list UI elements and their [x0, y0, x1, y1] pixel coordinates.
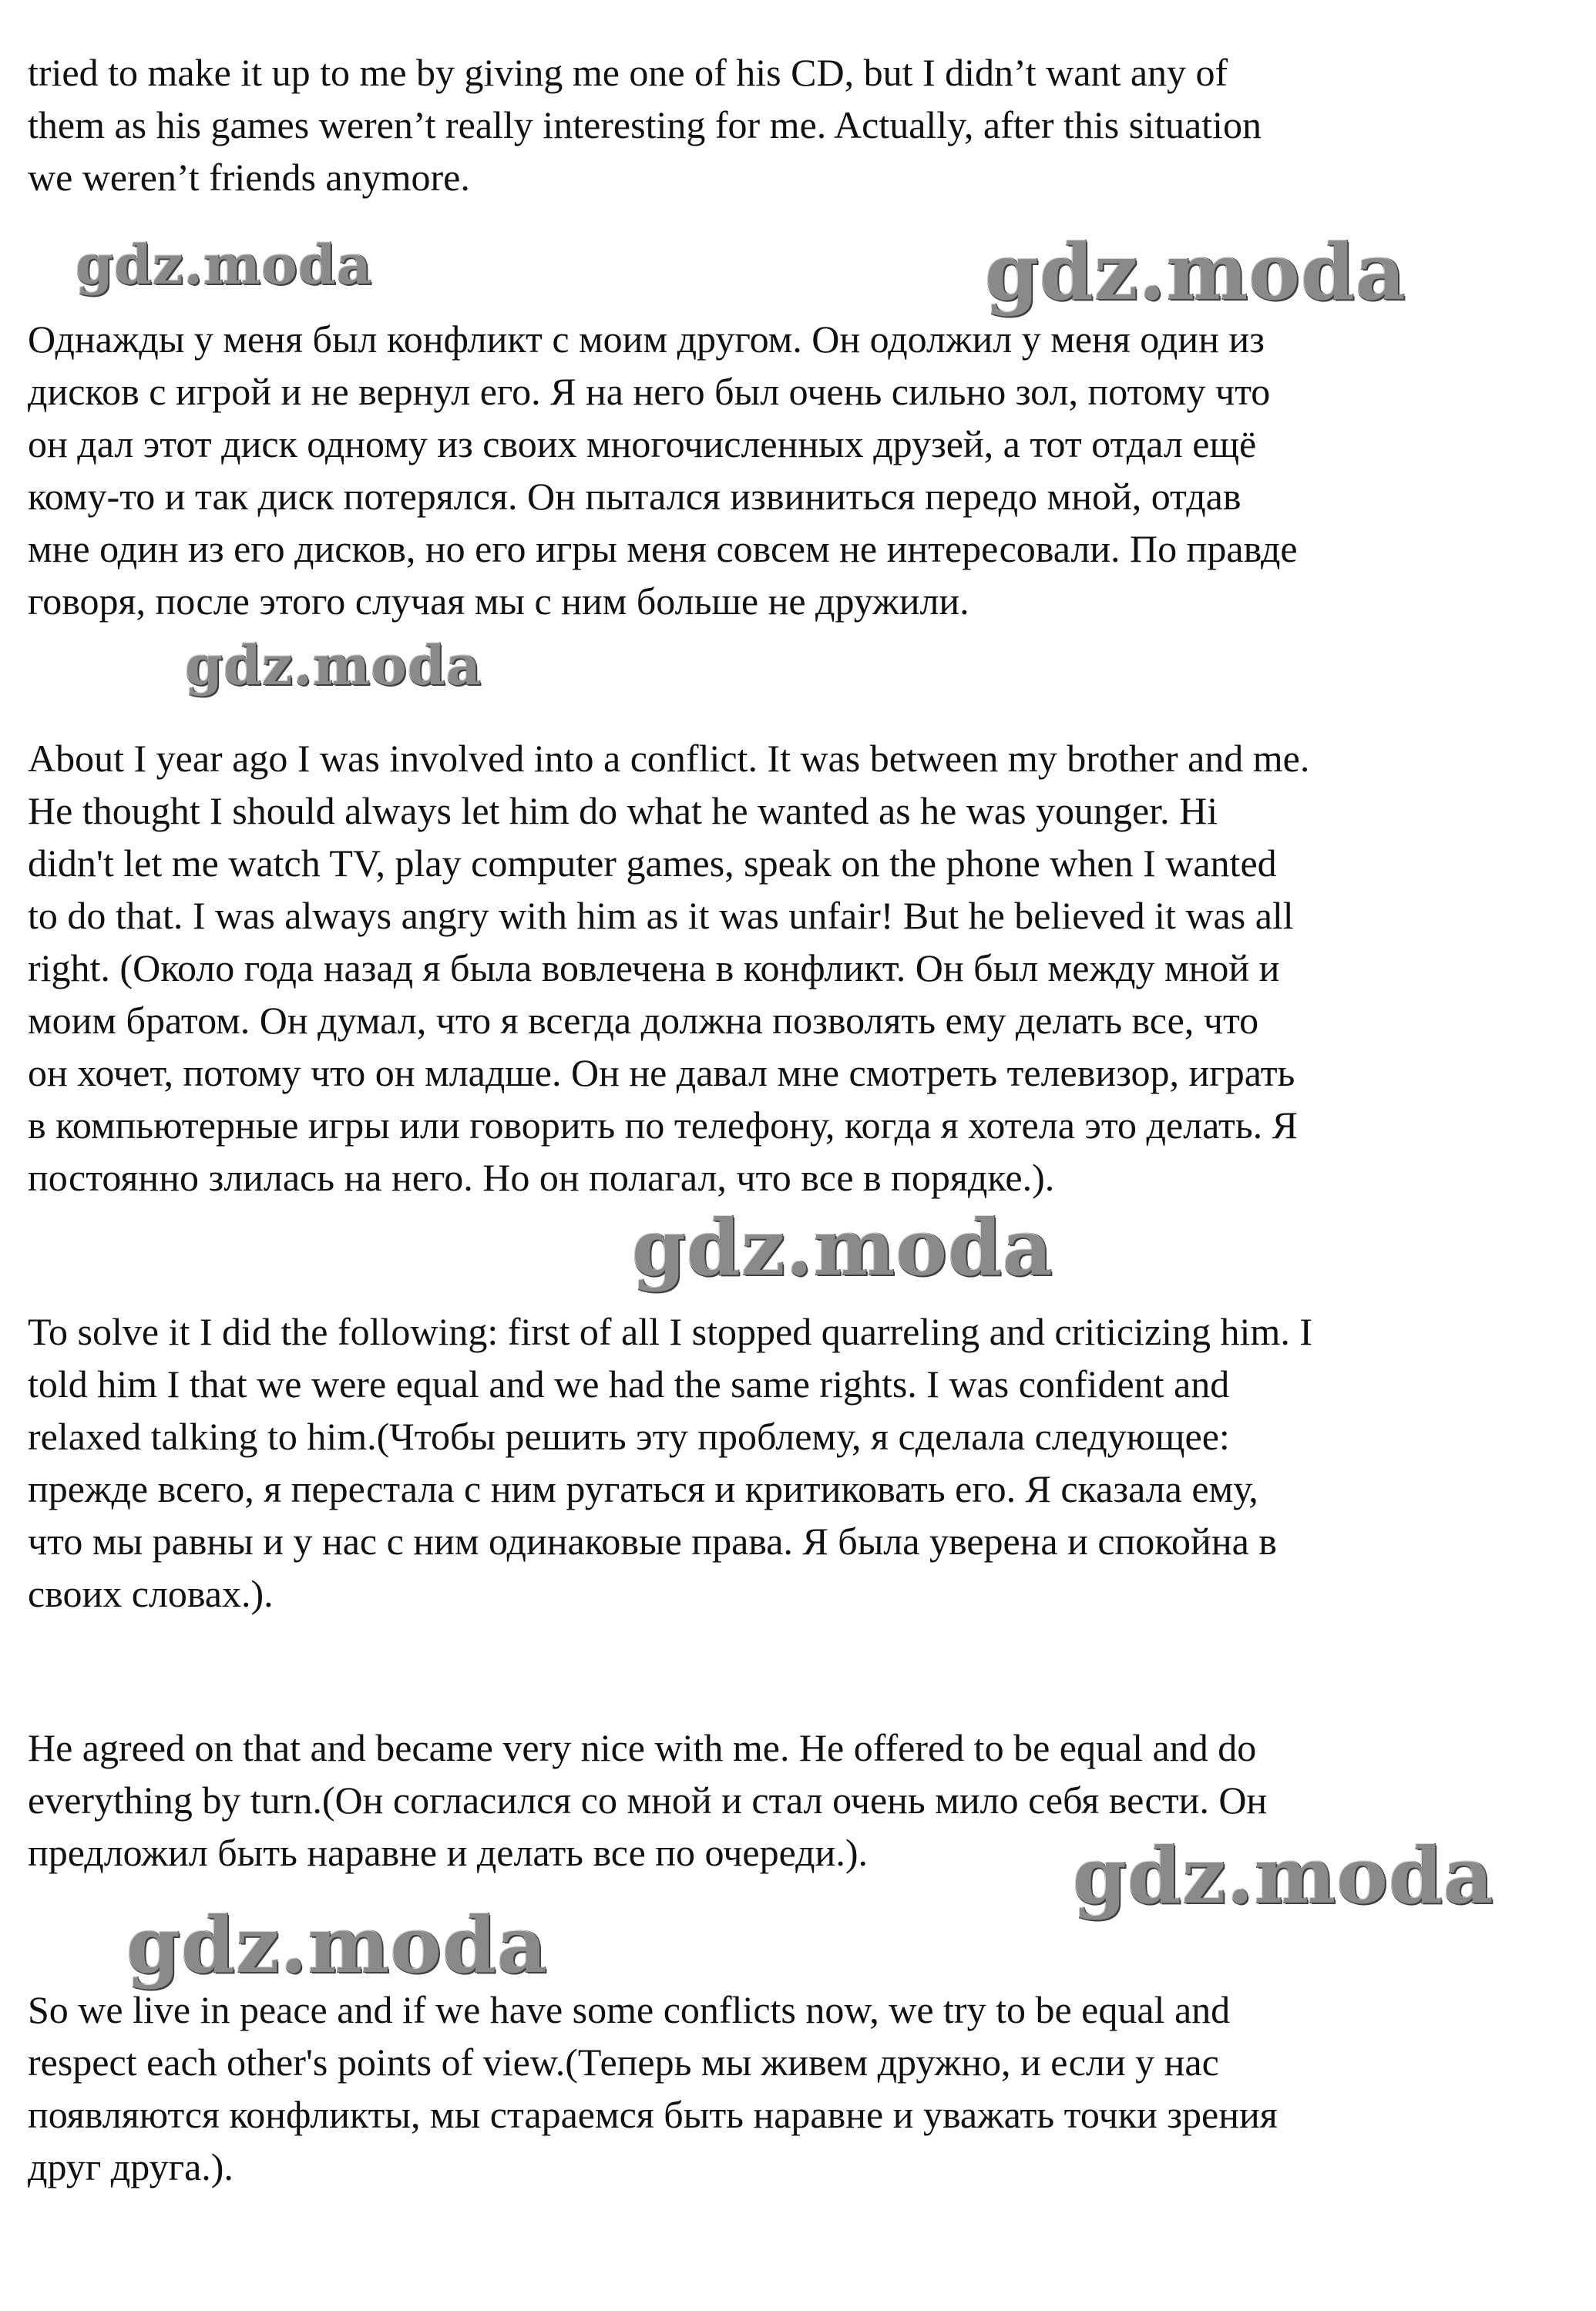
text-line: кому-то и так диск потерялся. Он пытался извиниться передо мной, отдав	[28, 475, 1242, 518]
text-line: them as his games weren’t really interesting for me. Actually, after this situation	[28, 103, 1262, 146]
paragraph-6	[28, 1983, 1561, 2193]
text-line: прежде всего, я перестала с ним ругаться и критиковать его. Я сказала ему,	[28, 1467, 1258, 1510]
watermark: gdz.moda	[632, 1202, 1053, 1293]
text-line: relaxed talking to him.(Чтобы решить эту проблему, я сделала следующее:	[28, 1415, 1230, 1458]
text-line: в компьютерные игры или говорить по телефону, когда я хотела это делать. Я	[28, 1103, 1299, 1147]
text-line: to do that. I was always angry with him as it was unfair! But he believed it was all	[28, 894, 1294, 937]
text-line: everything by turn.(Он согласился со мной и стал очень мило себя вести. Он	[28, 1779, 1268, 1822]
watermark: gdz.moda	[985, 227, 1406, 317]
paragraph-3	[28, 732, 1561, 1204]
text-line: говоря, после этого случая мы с ним больше не дружили.	[28, 579, 969, 623]
text-line: он хочет, потому что он младше. Он не давал мне смотреть телевизор, играть	[28, 1051, 1295, 1094]
text-line: что мы равны и у нас с ним одинаковые права. Я была уверена и спокойна в	[28, 1520, 1277, 1563]
text-line: своих словах.).	[28, 1572, 274, 1615]
watermark: gdz.moda	[76, 233, 373, 297]
watermark: gdz.moda	[185, 633, 482, 697]
paragraph-4	[28, 1305, 1561, 1620]
text-line: didn't let me watch TV, play computer games, speak on the phone when I wanted	[28, 841, 1277, 885]
paragraph-2	[28, 313, 1561, 627]
text-line: появляются конфликты, мы стараемся быть наравне и уважать точки зрения	[28, 2093, 1278, 2136]
text-line: About I year ago I was involved into a conflict. It was between my brother and me.	[28, 737, 1310, 780]
text-line: предложил быть наравне и делать все по очереди.).	[28, 1831, 868, 1874]
text-line: постоянно злилась на него. Но он полагал, что все в порядке.).	[28, 1156, 1055, 1199]
text-line: друг друга.).	[28, 2145, 234, 2188]
paragraph-1	[28, 46, 1561, 203]
text-line: He thought I should always let him do what he wanted as he was younger. Hi	[28, 789, 1218, 832]
text-line: To solve it I did the following: first of all I stopped quarreling and criticizing him. I	[28, 1310, 1312, 1353]
text-line: told him I that we were equal and we had the same rights. I was confident and	[28, 1362, 1230, 1406]
watermark: gdz.moda	[1073, 1830, 1494, 1921]
watermark: gdz.moda	[126, 1900, 548, 1990]
text-line: он дал этот диск одному из своих многочисленных друзей, а тот отдал ещё	[28, 422, 1257, 465]
text-line: we weren’t friends anymore.	[28, 156, 470, 199]
text-line: He agreed on that and became very nice with me. He offered to be equal and do	[28, 1726, 1257, 1769]
text-line: So we live in peace and if we have some conflicts now, we try to be equal and	[28, 1988, 1231, 2031]
text-line: tried to make it up to me by giving me one of his CD, but I didn’t want any of	[28, 51, 1228, 94]
text-line: моим братом. Он думал, что я всегда должна позволять ему делать все, что	[28, 999, 1259, 1042]
text-line: дисков с игрой и не вернул его. Я на него был очень сильно зол, потому что	[28, 370, 1271, 413]
text-line: right. (Около года назад я была вовлечена в конфликт. Он был между мной и	[28, 946, 1280, 989]
text-line: respect each other's points of view.(Теперь мы живем дружно, и если у нас	[28, 2041, 1219, 2084]
text-line: Однажды у меня был конфликт с моим другом. Он одолжил у меня один из	[28, 317, 1265, 361]
text-line: мне один из его дисков, но его игры меня совсем не интересовали. По правде	[28, 527, 1298, 570]
